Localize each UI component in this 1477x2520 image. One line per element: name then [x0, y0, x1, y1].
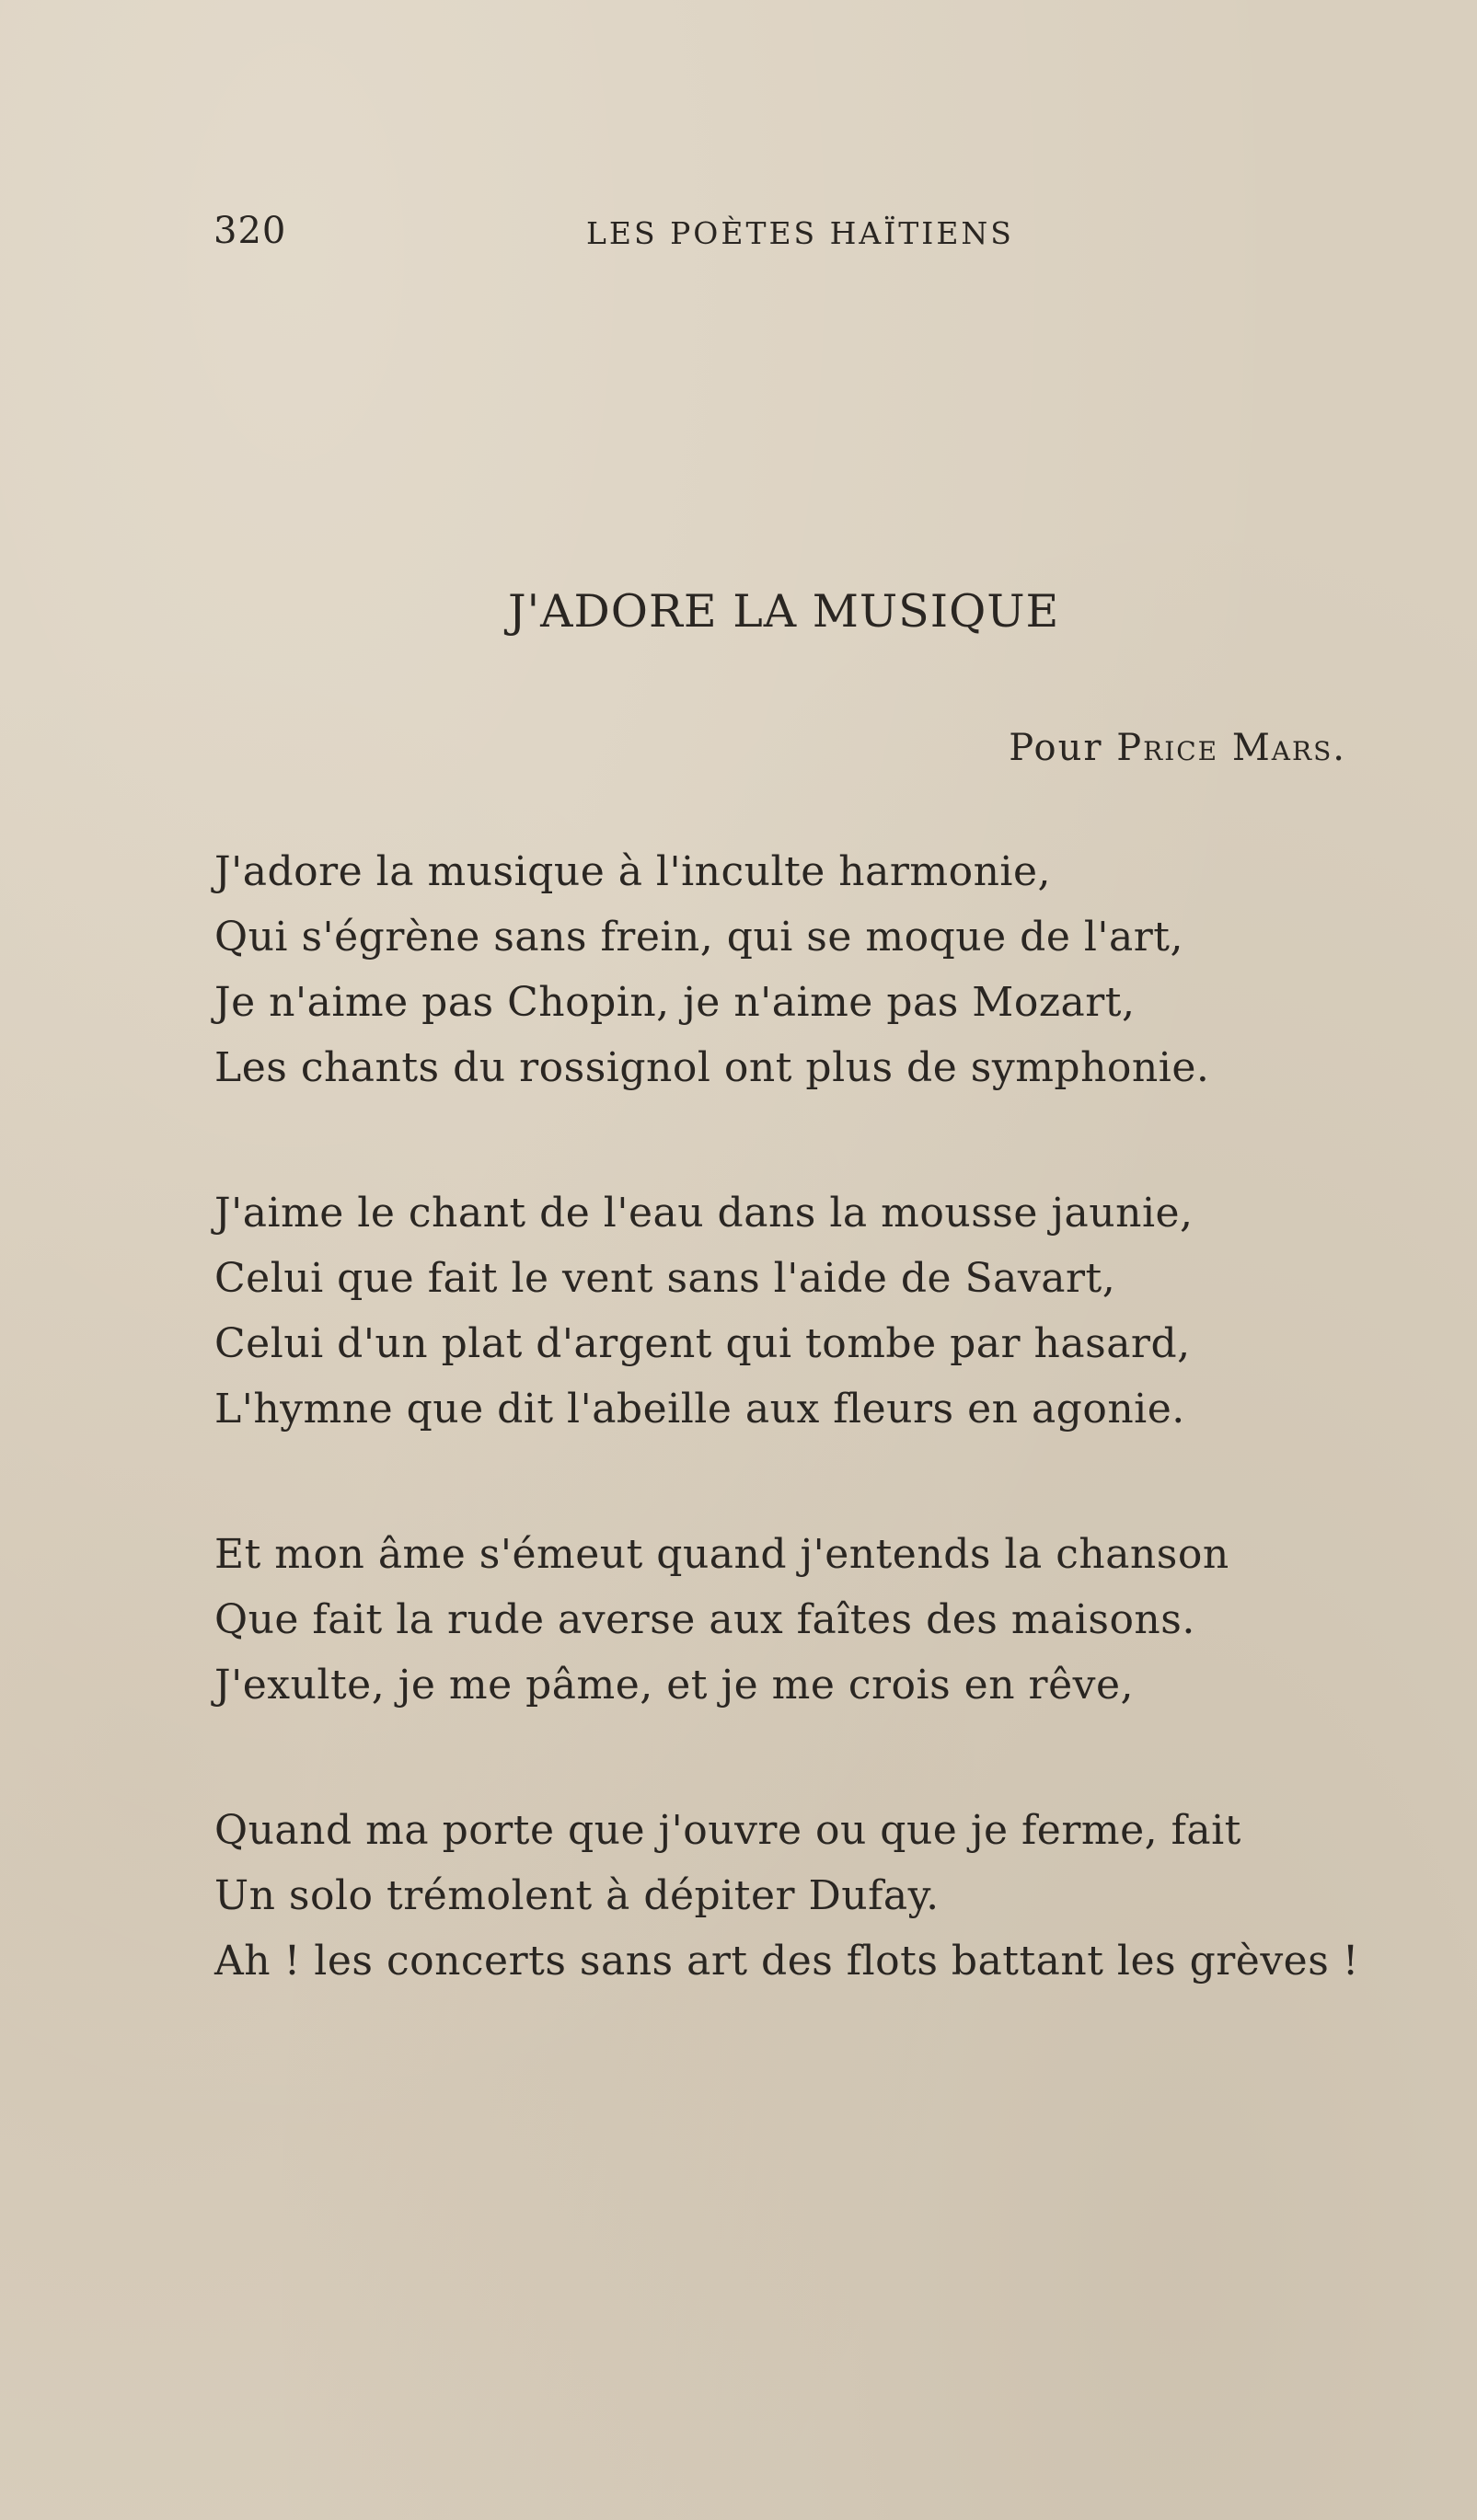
stanza: [214, 1798, 1359, 1994]
verse-line: Je n'aime pas Chopin, je n'aime pas Mozart,: [214, 979, 1136, 1026]
verse-line: J'adore la musique à l'inculte harmonie,: [214, 848, 1052, 895]
poem-body: [214, 839, 1359, 2074]
running-head: [213, 210, 1345, 261]
verse-line: Les chants du rossignol ont plus de symphonie.: [214, 1044, 1210, 1091]
verse-line: Celui d'un plat d'argent qui tombe par hasard,: [214, 1320, 1191, 1367]
verse-line: J'exulte, je me pâme, et je me crois en rêve,: [214, 1662, 1134, 1709]
verse-line: L'hymne que dit l'abeille aux fleurs en agonie.: [214, 1386, 1185, 1433]
verse-line: Et mon âme s'émeut quand j'entends la chanson: [214, 1531, 1229, 1578]
verse-line: J'aime le chant de l'eau dans la mousse jaunie,: [214, 1190, 1194, 1237]
dedication-prefix: Pour: [1009, 727, 1103, 769]
stanza: [214, 839, 1356, 1100]
running-title: LES POÈTES HAÏTIENS: [586, 215, 1014, 251]
poem-title: J'ADORE LA MUSIQUE: [508, 585, 1060, 638]
verse-line: Ah ! les concerts sans art des flots battant les grèves !: [214, 1938, 1359, 1985]
verse-line: Que fait la rude averse aux faîtes des maisons.: [214, 1596, 1195, 1643]
dedication-name: Price Mars.: [1116, 727, 1346, 769]
verse-line: Un solo trémolent à dépiter Dufay.: [214, 1872, 940, 1919]
dedication: [1009, 727, 1346, 769]
verse-line: Quand ma porte que j'ouvre ou que je ferme, fait: [214, 1807, 1241, 1854]
verse-line: Qui s'égrène sans frein, qui se moque de l'art,: [214, 914, 1183, 961]
verse-line: Celui que fait le vent sans l'aide de Savart,: [214, 1255, 1116, 1302]
stanza: [214, 1522, 1356, 1718]
page-number: 320: [213, 210, 287, 252]
stanza: [214, 1180, 1356, 1442]
